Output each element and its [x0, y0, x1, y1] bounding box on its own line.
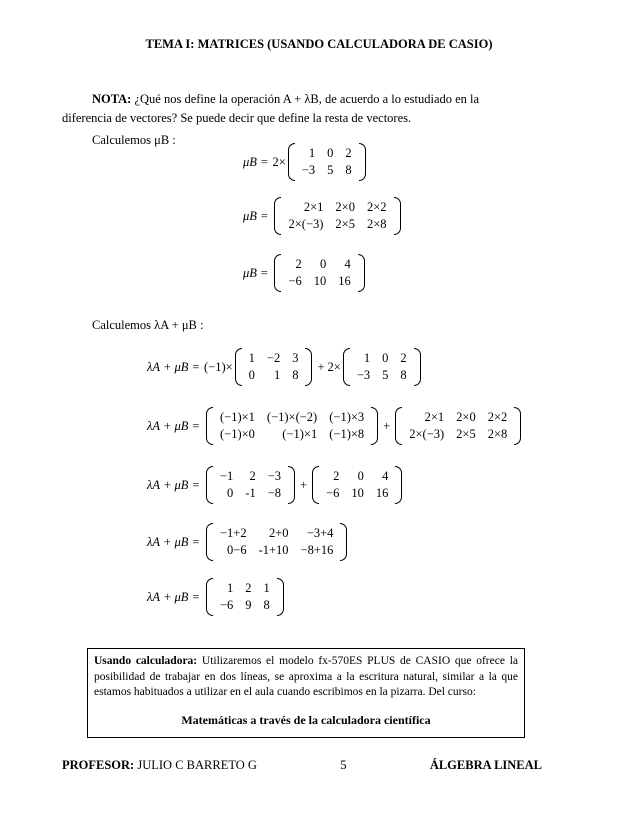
nota-paragraph	[62, 90, 552, 128]
calculator-label: Usando calculadora:	[94, 655, 198, 667]
page-title: TEMA I: MATRICES (USANDO CALCULADORA DE CASIO)	[145, 37, 493, 51]
matrix	[343, 348, 421, 386]
matrix-left-bracket	[274, 254, 281, 292]
page-number: 5	[340, 758, 347, 772]
matrix-cell: 2	[400, 351, 407, 365]
section2-eq3	[147, 466, 404, 504]
footer-professor	[62, 758, 257, 773]
subject-name: ÁLGEBRA LINEAL	[429, 758, 542, 772]
professor-name: JULIO C BARRETO G	[134, 758, 257, 772]
matrix-row	[214, 485, 287, 502]
calculator-description: Utilizaremos el modelo fx-570ES PLUS de CASIO que ofrece la posibilidad de trabajar en dos líneas, se aproxima a la escritura natural, similar a la que estamos habituados a utilizar en el aula cuando escribimos en la pizarra. Del curso:	[94, 655, 518, 698]
matrix	[206, 407, 378, 445]
matrix-right-bracket	[340, 523, 347, 561]
matrix-right-bracket	[371, 407, 378, 445]
matrix-cell: 8	[292, 368, 299, 382]
matrix-cell: 1	[263, 581, 270, 595]
matrix-cell: 2×2	[366, 200, 387, 214]
matrix-cell: 0	[382, 351, 389, 365]
matrix-right-bracket	[288, 466, 295, 504]
matrix-grid	[214, 580, 276, 614]
matrix-left-bracket	[206, 407, 213, 445]
matrix-cell: (−1)×0	[219, 427, 255, 441]
matrix	[206, 578, 284, 616]
matrix	[312, 466, 402, 504]
section1-eq3	[243, 254, 367, 292]
plus-sign: +	[317, 359, 325, 374]
matrix-cell: (−1)×1	[219, 410, 255, 424]
matrix-cell: (−1)×3	[329, 410, 365, 424]
eq-lhs: μB =	[243, 208, 269, 223]
matrix-grid	[282, 199, 392, 233]
matrix-cell: 0	[227, 486, 234, 500]
matrix-cell: −1	[219, 469, 234, 483]
matrix	[288, 143, 366, 181]
plus-sign: +	[383, 418, 391, 433]
matrix-cell: −8	[267, 486, 282, 500]
matrix-cell: 2×5	[456, 427, 476, 441]
matrix-cell: 1	[308, 146, 316, 160]
eq-lhs: μB =	[243, 265, 269, 280]
matrix-cell: −6	[288, 274, 302, 288]
matrix-cell: −8+16	[300, 543, 334, 557]
matrix-cell: 2×(−3)	[409, 427, 445, 441]
matrix-right-bracket	[359, 143, 366, 181]
matrix-row	[243, 350, 305, 367]
matrix-grid	[403, 409, 513, 443]
matrix-grid	[282, 256, 356, 290]
matrix-left-bracket	[395, 407, 402, 445]
eq-lhs: λA + μB =	[147, 418, 200, 433]
matrix-cell: 4	[344, 257, 351, 271]
matrix-row	[351, 350, 413, 367]
matrix-grid	[214, 468, 287, 502]
section2-eq2	[147, 407, 523, 445]
eq-lhs: μB =	[243, 154, 269, 169]
matrix-cell: −3+4	[306, 526, 334, 540]
matrix-grid	[351, 350, 413, 384]
matrix-cell: 2×8	[487, 427, 508, 441]
matrix-right-bracket	[395, 466, 402, 504]
section1-eq1	[243, 143, 368, 181]
matrix-cell: 1	[248, 351, 255, 365]
matrix-cell: −1+2	[219, 526, 247, 540]
matrix-cell: 2×(−3)	[288, 217, 324, 231]
matrix-left-bracket	[206, 523, 213, 561]
matrix-cell: −6	[326, 486, 340, 500]
matrix-cell: 2×0	[335, 200, 355, 214]
matrix-cell: 2×0	[456, 410, 476, 424]
matrix-cell: -1	[245, 486, 256, 500]
matrix-grid	[296, 145, 358, 179]
matrix-left-bracket	[206, 578, 213, 616]
matrix-row	[214, 580, 276, 597]
eq-lhs: λA + μB =	[147, 477, 200, 492]
calculator-box	[87, 648, 525, 738]
matrix-left-bracket	[274, 197, 281, 235]
matrix-row	[214, 525, 339, 542]
matrix-left-bracket	[343, 348, 350, 386]
matrix-row	[214, 468, 287, 485]
matrix-cell: 1	[363, 351, 371, 365]
matrix-cell: −3	[356, 368, 371, 382]
matrix-right-bracket	[358, 254, 365, 292]
professor-label: PROFESOR:	[62, 758, 135, 772]
matrix-row	[282, 199, 392, 216]
matrix-right-bracket	[414, 348, 421, 386]
matrix-cell: 9	[245, 598, 252, 612]
matrix-cell: 5	[327, 163, 334, 177]
matrix-row	[282, 216, 392, 233]
matrix	[206, 523, 347, 561]
scalar: 2×	[272, 154, 286, 169]
matrix-row	[282, 256, 356, 273]
matrix-cell: 8	[345, 163, 352, 177]
matrix-cell: 2×1	[424, 410, 445, 424]
matrix-row	[320, 468, 394, 485]
page-footer	[62, 758, 542, 773]
matrix-row	[243, 367, 305, 384]
matrix-cell: −2	[266, 351, 281, 365]
matrix-right-bracket	[277, 578, 284, 616]
matrix-cell: (−1)×8	[329, 427, 365, 441]
matrix-cell: (−1)×1	[282, 427, 318, 441]
matrix-cell: 2	[249, 469, 256, 483]
matrix-grid	[214, 525, 339, 559]
plus-sign: +	[300, 477, 308, 492]
matrix-cell: 0	[357, 469, 364, 483]
matrix-row	[296, 162, 358, 179]
matrix	[274, 254, 364, 292]
matrix-right-bracket	[394, 197, 401, 235]
matrix-left-bracket	[288, 143, 295, 181]
matrix-cell: 4	[382, 469, 389, 483]
matrix-cell: 0	[248, 368, 255, 382]
matrix-row	[403, 426, 513, 443]
scalar: 2×	[327, 359, 341, 374]
matrix-cell: 1	[273, 368, 281, 382]
matrix-left-bracket	[312, 466, 319, 504]
section2-label: Calculemos λA + μB :	[92, 318, 204, 332]
matrix-cell: 2×5	[335, 217, 355, 231]
matrix-left-bracket	[235, 348, 242, 386]
matrix-row	[282, 273, 356, 290]
matrix-cell: 2×2	[487, 410, 508, 424]
matrix-cell: 8	[400, 368, 407, 382]
scalar: (−1)×	[203, 359, 233, 374]
matrix-cell: 0	[320, 257, 327, 271]
matrix-grid	[320, 468, 394, 502]
matrix-cell: 10	[313, 274, 327, 288]
nota-line1: ¿Qué nos define la operación A + λB, de acuerdo a lo estudiado en la	[131, 92, 480, 106]
section2-eq4	[147, 523, 349, 561]
matrix	[274, 197, 400, 235]
matrix	[395, 407, 521, 445]
matrix-row	[214, 542, 339, 559]
matrix-cell: 2	[345, 146, 352, 160]
matrix-cell: 10	[351, 486, 364, 500]
matrix-left-bracket	[206, 466, 213, 504]
eq-lhs: λA + μB =	[147, 359, 200, 374]
matrix-cell: 2+0	[269, 526, 289, 540]
matrix-cell: 2	[245, 581, 252, 595]
matrix-row	[320, 485, 394, 502]
matrix-cell: 2	[333, 469, 340, 483]
matrix-right-bracket	[514, 407, 521, 445]
matrix-row	[214, 597, 276, 614]
matrix-cell: 2	[295, 257, 302, 271]
nota-line2: diferencia de vectores? Se puede decir que define la resta de vectores.	[62, 111, 412, 125]
matrix-row	[351, 367, 413, 384]
matrix-cell: 2×1	[303, 200, 324, 214]
matrix	[235, 348, 313, 386]
matrix-row	[403, 409, 513, 426]
matrix-row	[296, 145, 358, 162]
calculator-box-text	[94, 654, 518, 701]
eq-lhs: λA + μB =	[147, 589, 200, 604]
section1-label: Calculemos μB :	[92, 133, 176, 147]
matrix-right-bracket	[305, 348, 312, 386]
matrix-cell: 0	[327, 146, 334, 160]
matrix-cell: 3	[292, 351, 299, 365]
matrix-cell: -1+10	[258, 543, 289, 557]
matrix-cell: (−1)×(−2)	[266, 410, 318, 424]
matrix-cell: −6	[219, 598, 234, 612]
matrix-grid	[214, 409, 370, 443]
matrix-cell: 8	[263, 598, 270, 612]
section2-eq5	[147, 578, 286, 616]
matrix-cell: 16	[338, 274, 351, 288]
nota-label: NOTA:	[92, 92, 132, 106]
matrix-cell: −3	[267, 469, 282, 483]
matrix-grid	[243, 350, 305, 384]
matrix	[206, 466, 295, 504]
matrix-row	[214, 426, 370, 443]
section1-eq2	[243, 197, 403, 235]
course-title: Matemáticas a través de la calculadora científica	[181, 712, 431, 727]
matrix-cell: 0−6	[227, 543, 247, 557]
eq-lhs: λA + μB =	[147, 534, 200, 549]
section2-eq1	[147, 348, 423, 386]
matrix-cell: 2×8	[366, 217, 387, 231]
matrix-cell: 1	[227, 581, 234, 595]
matrix-cell: −3	[301, 163, 316, 177]
matrix-row	[214, 409, 370, 426]
matrix-cell: 16	[375, 486, 389, 500]
matrix-cell: 5	[382, 368, 389, 382]
